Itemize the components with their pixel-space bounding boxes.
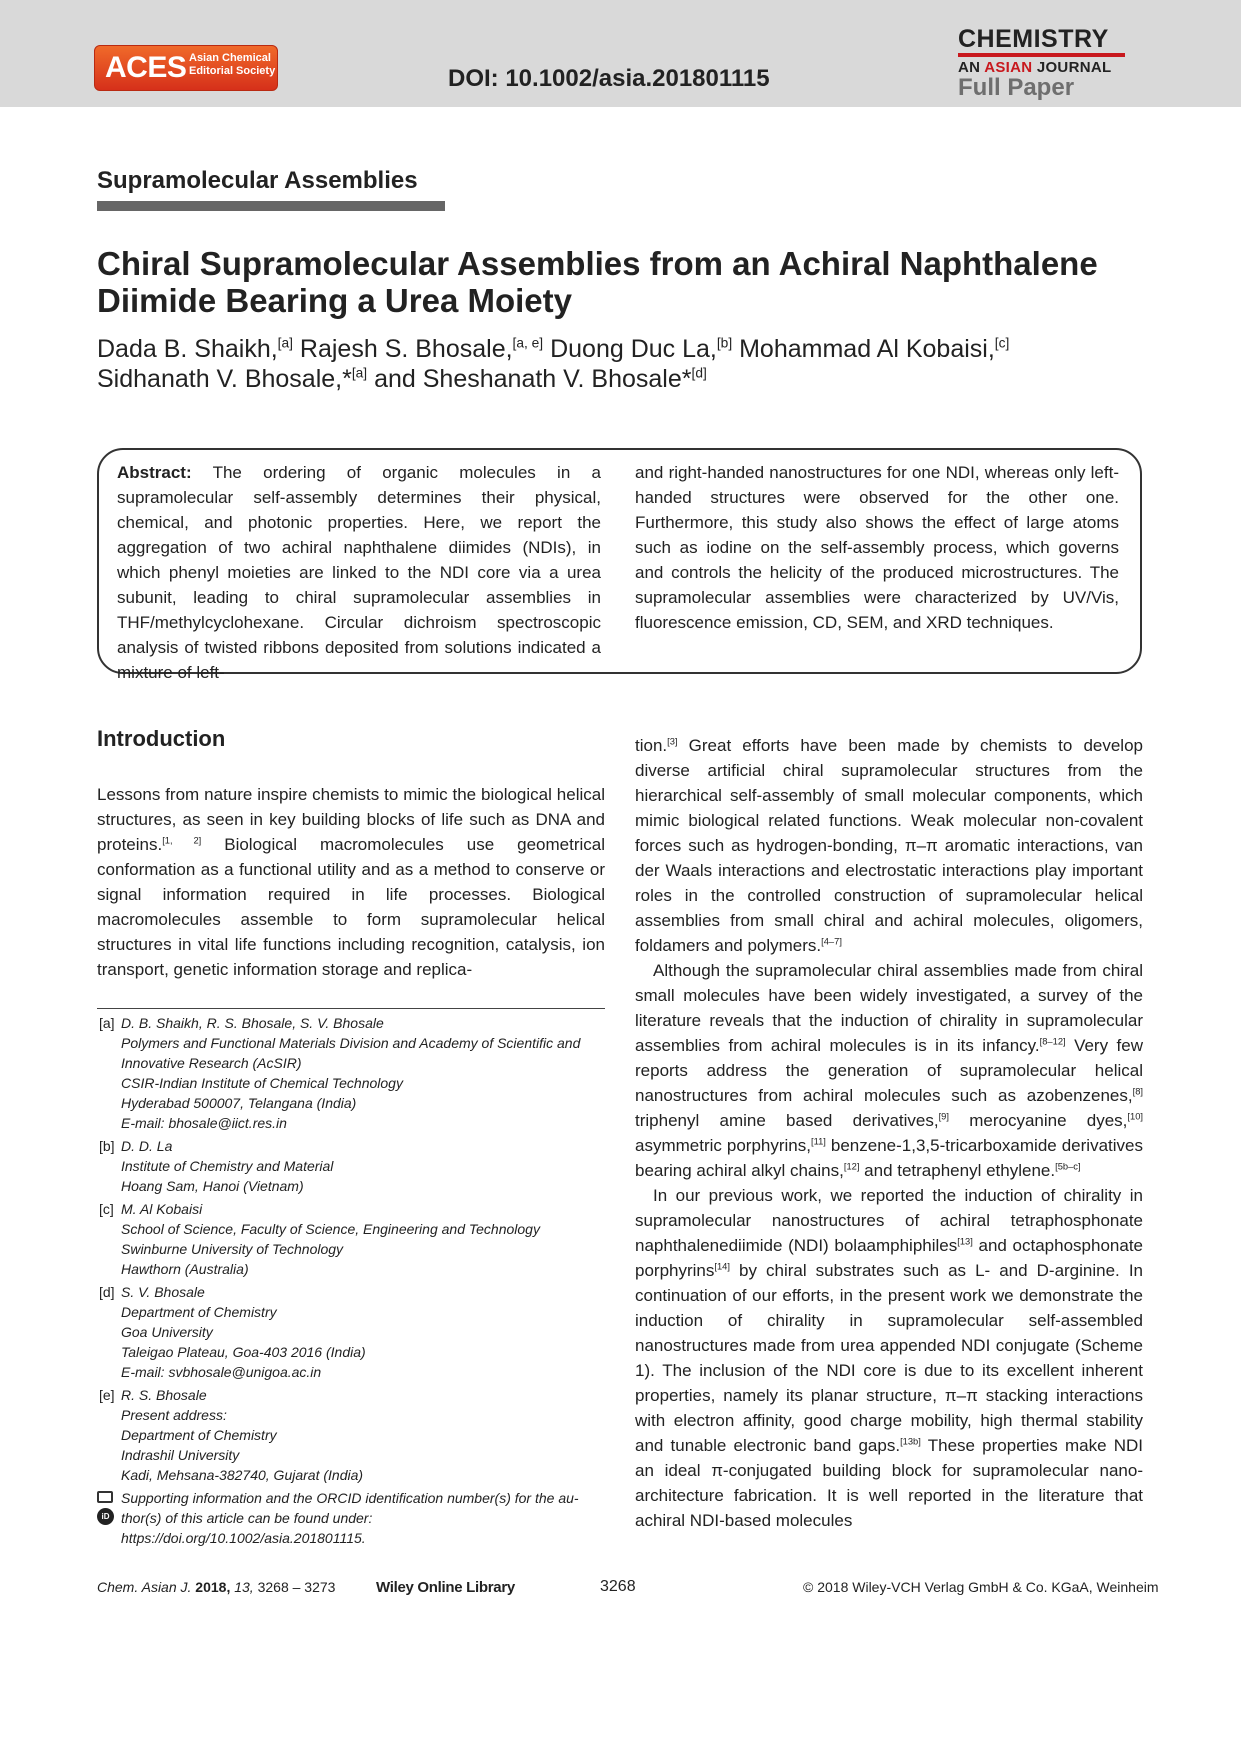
author[interactable]: Mohammad Al Kobaisi,[c] — [739, 335, 1010, 363]
section-label: Supramolecular Assemblies — [97, 167, 418, 194]
affiliation-b: [b] D. D. La Institute of Chemistry and Material Hoang Sam, Hanoi (Vietnam) — [99, 1138, 334, 1194]
author[interactable]: Duong Duc La,[b] — [550, 335, 733, 363]
paragraph: tion.[3] Great efforts have been made by chemists to develop diverse artificial chiral supramolecular structures from the hierarchical self-assembly of small molecular components, which mimic biological related functions. Weak molecular non-covalent forces such as hydrogen-bonding, π–π aromatic interactions, van der Waals interactions and electrostatic interactions play important roles in the controlled construction of supramolecular helical assemblies from small chiral and achiral molecules, oligomers, foldamers and polymers.[4–7] — [635, 736, 1143, 955]
abstract-left-column: Abstract: The ordering of organic molecules in a supramolecular self-assembly determines their physical, chemical, and photonic properties. Here, we report the aggregation of two achiral naphthalene diimides (NDIs), in which phenyl moieties are linked to the NDI core via a urea subunit, leading to chiral supramolecular assemblies in THF/methylcyclohexane. Circular dichroism spectroscopic analysis of twisted ribbons deposited from solutions indicated a mixture of left- — [117, 463, 601, 682]
article-type: Full Paper — [958, 74, 1075, 101]
wiley-online-library-link[interactable]: Wiley Online Library — [376, 1579, 515, 1596]
author[interactable]: Rajesh S. Bhosale,[a, e] — [299, 335, 544, 363]
author[interactable]: Dada B. Shaikh,[a] — [97, 335, 293, 363]
affiliation-c: [c] M. Al Kobaisi School of Science, Faculty of Science, Engineering and Technology Swinburne University of Technology Hawthorn (Australia) — [99, 1201, 540, 1277]
citation[interactable]: [8–12] — [1039, 1036, 1066, 1047]
aces-logo-word: ACES — [105, 51, 187, 84]
affiliation-d: [d] S. V. Bhosale Department of Chemistry Goa University Taleigao Plateau, Goa-403 2016 (India) E-mail: svbhosale@unigoa.ac.in — [97, 1282, 605, 1382]
journal-rule — [958, 53, 1125, 57]
supporting-info-note: iD Supporting information and the ORCID identification number(s) for the au- thor(s) of this article can be found under: https://doi.org/10.1002/asia.201801115. — [97, 1488, 605, 1548]
citation[interactable]: [13] — [957, 1236, 973, 1247]
affiliation-a: [a] D. B. Shaikh, R. S. Bhosale, S. V. Bhosale Polymers and Functional Materials Division and Academy of Scientific and Innovative Research (AcSIR) CSIR-Indian Institute of Chemical Technology Hyderabad 500007, Telangana (India) E-mail: bhosale@iict.res.in — [97, 1013, 605, 1133]
citation[interactable]: [4–7] — [821, 936, 842, 947]
author-list — [97, 334, 1147, 394]
citation[interactable]: [13b] — [900, 1436, 921, 1447]
aces-logo[interactable] — [94, 45, 278, 91]
email-link[interactable]: E-mail: bhosale@iict.res.in — [121, 1115, 287, 1131]
page-number: 3268 — [600, 1578, 636, 1595]
body-left-column — [97, 782, 605, 982]
citation[interactable]: [10] — [1127, 1111, 1143, 1122]
paragraph: Although the supramolecular chiral assemblies made from chiral small molecules have been widely investigated, a survey of the literature reveals that the induction of chirality in supramolecular assemblies from achiral molecules is in its infancy.[8–12] Very few reports address the generation of supramolecular helical nanostructures from achiral molecules such as azobenzenes,[8] triphenyl amine based derivatives,[9] merocyanine dyes,[10] asymmetric porphyrins,[11] benzene-1,3,5-tricarboxamide derivatives bearing achiral alkyl chains,[12] and tetraphenyl ethylene.[5b–c] — [635, 961, 1143, 1180]
footer-citation: Chem. Asian J. 2018, 13, 3268 – 3273 — [97, 1579, 336, 1595]
citation[interactable]: [5b–c] — [1055, 1161, 1081, 1172]
supporting-info-link[interactable]: https://doi.org/10.1002/asia.201801115. — [121, 1530, 366, 1546]
copyright: © 2018 Wiley-VCH Verlag GmbH & Co. KGaA, Weinheim — [803, 1579, 1159, 1595]
citation[interactable]: [14] — [714, 1261, 730, 1272]
body-right-column — [635, 733, 1143, 1533]
journal-logo — [958, 26, 1128, 100]
header-band — [0, 0, 1241, 107]
monitor-icon — [97, 1491, 113, 1503]
citation[interactable]: [3] — [667, 736, 678, 747]
abstract-right-column: and right-handed nanostructures for one NDI, whereas only left-handed structures were observed for the other one. Furthermore, this study also shows the effect of large atoms such as iodine on the self-assembly process, which governs and controls the helicity of the produced microstructures. The supramolecular assemblies were characterized by UV/Vis, fluorescence emission, CD, SEM, and XRD techniques. — [635, 463, 1119, 632]
aces-logo-subtitle: Asian Chemical Editorial Society — [189, 52, 276, 77]
doi-text[interactable]: DOI: 10.1002/asia.201801115 — [448, 65, 770, 92]
citation[interactable]: [1, 2] — [162, 835, 202, 846]
affiliation-list — [97, 1013, 605, 1548]
affiliation-rule — [97, 1008, 605, 1009]
paragraph: Lessons from nature inspire chemists to mimic the biological helical structures, as seen in key building blocks of life such as DNA and proteins.[1, 2] Biological macromolecules use geometrical conformation as a functional utility and as a method to conserve or signal information required in life processes. Biological macromolecules assemble to form supramolecular helical structures in vital life functions including recognition, catalysis, ion transport, genetic information storage and replica- — [97, 785, 606, 979]
abstract-box — [97, 448, 1142, 682]
citation[interactable]: [9] — [938, 1111, 949, 1122]
author[interactable]: Sidhanath V. Bhosale,*[a] — [97, 365, 368, 393]
paper-title: Chiral Supramolecular Assemblies from an Achiral Naphthalene Diimide Bearing a Urea Moiety — [97, 245, 1098, 319]
author[interactable]: and Sheshanath V. Bhosale*[d] — [374, 365, 707, 393]
email-link[interactable]: E-mail: svbhosale@unigoa.ac.in — [121, 1364, 322, 1380]
paragraph: In our previous work, we reported the induction of chirality in supramolecular nanostructures of achiral tetraphosphonate naphthalenediimide (NDI) bolaamphiphiles[13] and octaphosphonate porphyrins[14] by chiral substrates such as L- and D-arginine. In continuation of our efforts, in the present work we demonstrate the induction of chirality in supramolecular self-assembled nanostructures made from urea appended NDI conjugate (Scheme 1). The inclusion of the NDI core is due to its excellent inherent properties, namely its planar structure, π–π stacking interactions with electron affinity, good charge mobility, high thermal stability and tunable electronic band gaps.[13b] These properties make NDI an ideal π-conjugated building block for supramolecular nano-architecture fabrication. It is well reported in the literature that achiral NDI-based molecules — [635, 1186, 1143, 1530]
orcid-icon[interactable]: iD — [97, 1508, 114, 1525]
abstract-label: Abstract: — [117, 463, 192, 482]
journal-name: CHEMISTRY — [958, 25, 1109, 53]
journal-subtitle: AN ASIAN JOURNAL — [958, 59, 1112, 76]
citation[interactable]: [8] — [1132, 1086, 1143, 1097]
introduction-heading: Introduction — [97, 726, 226, 751]
affiliation-e: [e] R. S. Bhosale Present address: Department of Chemistry Indrashil University Kadi, Mehsana-382740, Gujarat (India) — [99, 1387, 364, 1483]
citation[interactable]: [11] — [810, 1136, 826, 1147]
section-bar — [97, 201, 445, 211]
citation[interactable]: [12] — [843, 1161, 860, 1172]
